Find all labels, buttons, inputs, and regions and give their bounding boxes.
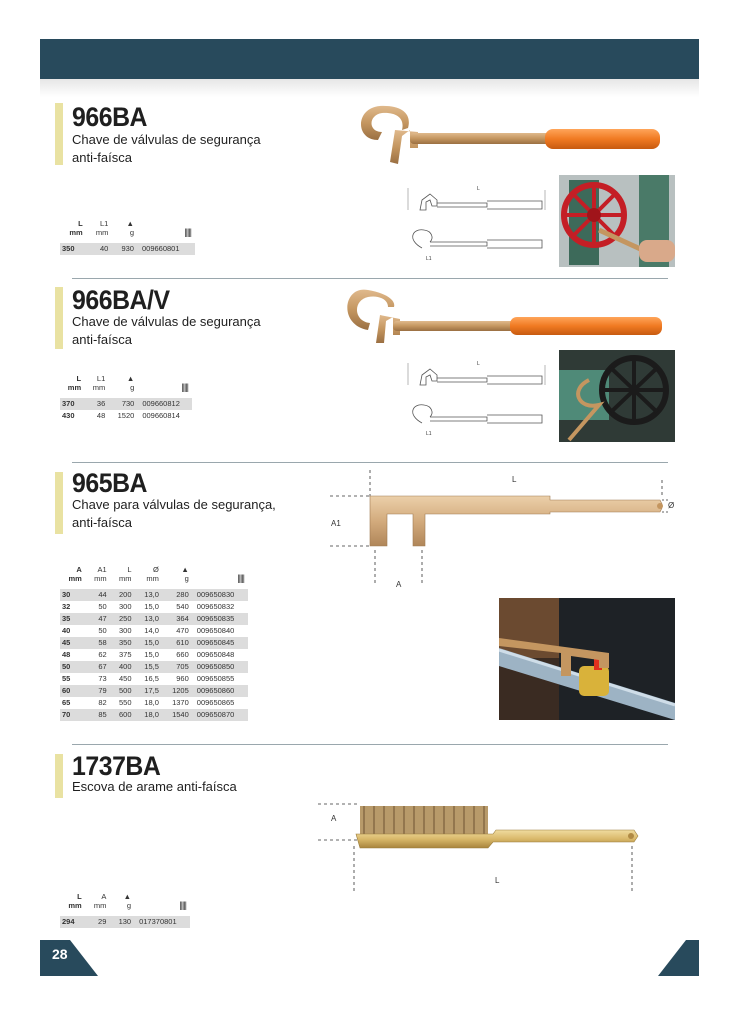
dimension-label-l: L	[495, 876, 500, 885]
svg-text:L1: L1	[426, 256, 432, 262]
table-row: 40 50 300 14,0 470 009650840	[62, 626, 235, 635]
spec-table-1737ba	[60, 892, 190, 928]
header-shadow	[40, 79, 699, 97]
barcode-icon: |||||	[184, 227, 191, 237]
col-header: L1 mm	[92, 374, 106, 392]
desc-line-2: anti-faísca	[72, 150, 132, 165]
table-row: 32 50 300 15,0 540 009650832	[62, 602, 235, 611]
col-header: L mm	[69, 219, 83, 237]
col-header: A1 mm	[94, 565, 107, 583]
table-row: 60 79 500 17,5 1205 009650860	[60, 685, 248, 697]
weight-icon: ▲ g	[126, 374, 135, 392]
dimension-label-a: A	[396, 580, 402, 589]
desc-line-1: Escova de arame anti-faísca	[72, 779, 237, 794]
technical-drawing-965ba	[325, 470, 685, 590]
desc-line-1: Chave de válvulas de segurança	[72, 132, 261, 147]
section-accent-bar	[55, 287, 63, 349]
product-code: 1737BA	[72, 751, 161, 781]
table-row: 350 40 930 009660801	[60, 243, 195, 255]
section-divider	[72, 278, 668, 279]
table-row: 294 29 130 017370801	[60, 916, 190, 928]
svg-text:L: L	[477, 361, 480, 367]
spec-table-966ba	[60, 219, 195, 255]
weight-icon: ▲ g	[123, 892, 132, 910]
section-divider	[72, 462, 668, 463]
table-row: 370 36 730 009660812	[60, 398, 192, 410]
table-row: 430 48 1520 009660814	[62, 411, 180, 420]
spec-table-965ba	[60, 565, 248, 721]
table-row: 35 47 250 13,0 364 009650835	[60, 613, 248, 625]
table-row: 50 67 400 15,5 705 009650850	[60, 661, 248, 673]
desc-line-1: Chave de válvulas de segurança	[72, 314, 261, 329]
dimension-label-a1: A1	[331, 519, 341, 528]
desc-line-2: anti-faísca	[72, 332, 132, 347]
table-row: 65 82 550 18,0 1370 009650865	[62, 698, 235, 707]
product-description	[72, 778, 237, 796]
product-code: 966BA	[72, 102, 148, 132]
section-accent-bar	[55, 103, 63, 165]
page-header-bar	[40, 39, 699, 79]
dimension-label-l: L	[512, 475, 517, 484]
section-accent-bar	[55, 754, 63, 798]
table-row: 55 73 450 16,5 960 009650855	[62, 674, 235, 683]
photo-966ba-usage	[559, 175, 675, 267]
col-header: L1 mm	[95, 219, 109, 237]
col-header: L mm	[67, 374, 82, 392]
col-header: Ø mm	[146, 565, 159, 583]
col-header: L mm	[68, 892, 82, 910]
product-description	[72, 131, 261, 167]
svg-text:L: L	[477, 186, 480, 192]
weight-icon: ▲ g	[126, 219, 134, 237]
svg-text:L1: L1	[426, 431, 432, 437]
technical-drawing-966ba	[402, 180, 552, 265]
page-corner-tab	[658, 940, 699, 976]
product-description	[72, 496, 276, 532]
col-header: A mm	[68, 565, 82, 583]
col-header: L mm	[119, 565, 132, 583]
dimension-label-a: A	[331, 814, 337, 823]
col-header: A mm	[93, 892, 107, 910]
weight-icon: ▲ g	[181, 565, 189, 583]
page-number-tab	[40, 940, 98, 976]
dimension-label-diameter: Ø	[668, 501, 675, 510]
barcode-icon: |||||	[179, 900, 186, 910]
barcode-icon: |||||	[181, 382, 188, 392]
technical-drawing-966ba-v	[402, 355, 552, 440]
table-row: 30 44 200 13,0 280 009650830	[60, 589, 248, 601]
photo-966ba-v-usage	[559, 350, 675, 442]
section-accent-bar	[55, 472, 63, 534]
desc-line-2: anti-faísca	[72, 515, 132, 530]
spec-table-966ba-v	[60, 374, 192, 422]
desc-line-1: Chave para válvulas de segurança,	[72, 497, 276, 512]
barcode-icon: |||||	[237, 573, 244, 583]
product-code: 966BA/V	[72, 285, 170, 315]
page-number: 28	[52, 946, 68, 962]
product-image-966ba	[350, 100, 670, 175]
product-code: 965BA	[72, 468, 148, 498]
table-row: 45 58 350 15,0 610 009650845	[60, 637, 248, 649]
table-row: 48 62 375 15,0 660 009650848	[62, 650, 235, 659]
product-description	[72, 313, 261, 349]
section-divider	[72, 744, 668, 745]
table-row: 70 85 600 18,0 1540 009650870	[60, 709, 248, 721]
product-image-966ba-v	[338, 285, 668, 350]
product-image-1737ba	[318, 798, 648, 898]
photo-965ba-usage	[499, 598, 675, 720]
